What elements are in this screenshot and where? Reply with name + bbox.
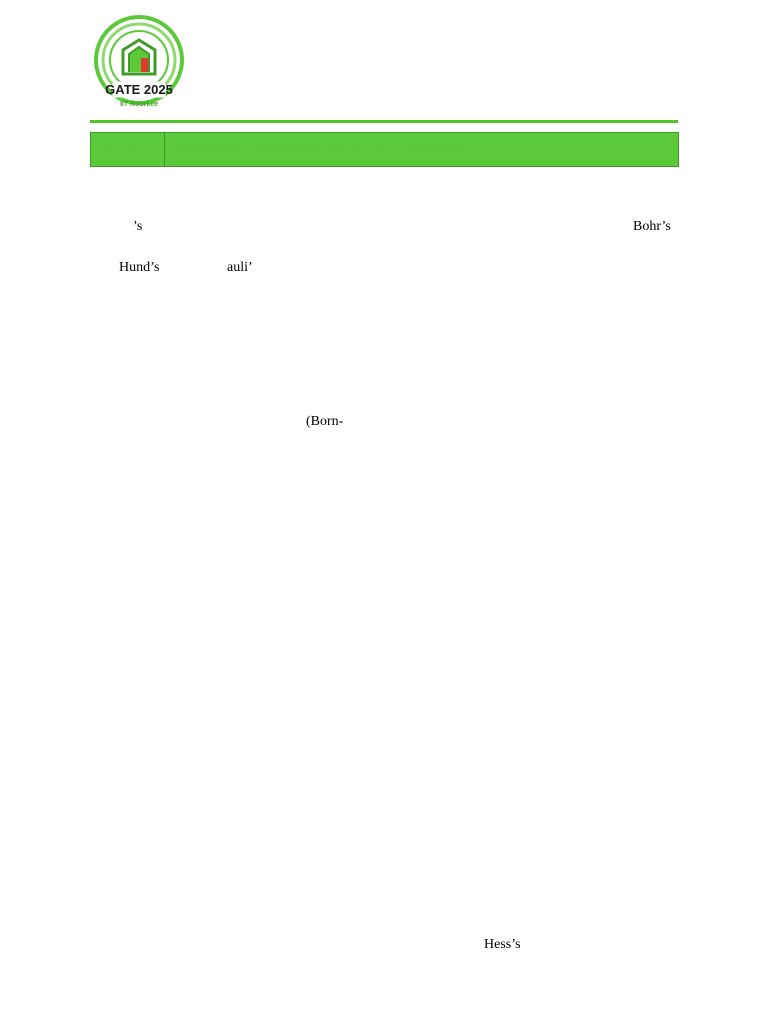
text-fragment-born: (Born- bbox=[306, 414, 344, 429]
text-fragment-bohr: Bohr’s bbox=[633, 219, 671, 234]
subject-banner bbox=[90, 132, 679, 167]
header-divider bbox=[90, 120, 678, 123]
text-fragment-atomic-possessive: ’s bbox=[133, 219, 143, 234]
text-fragment-hund: Hund’s bbox=[119, 260, 160, 275]
text-fragment-pauli: auli’ bbox=[227, 260, 253, 275]
gate-2025-logo-icon bbox=[93, 12, 185, 116]
text-fragment-hess: Hess’s bbox=[484, 937, 521, 952]
subject-title: Chemistry (Compulsory for all XL candidates) bbox=[175, 141, 465, 157]
gate-2025-logo bbox=[93, 12, 185, 116]
svg-text:GATE 2025: GATE 2025 bbox=[105, 82, 173, 97]
subject-code: XL-P bbox=[91, 133, 165, 166]
svg-text:IIT Roorkee: IIT Roorkee bbox=[119, 101, 159, 108]
